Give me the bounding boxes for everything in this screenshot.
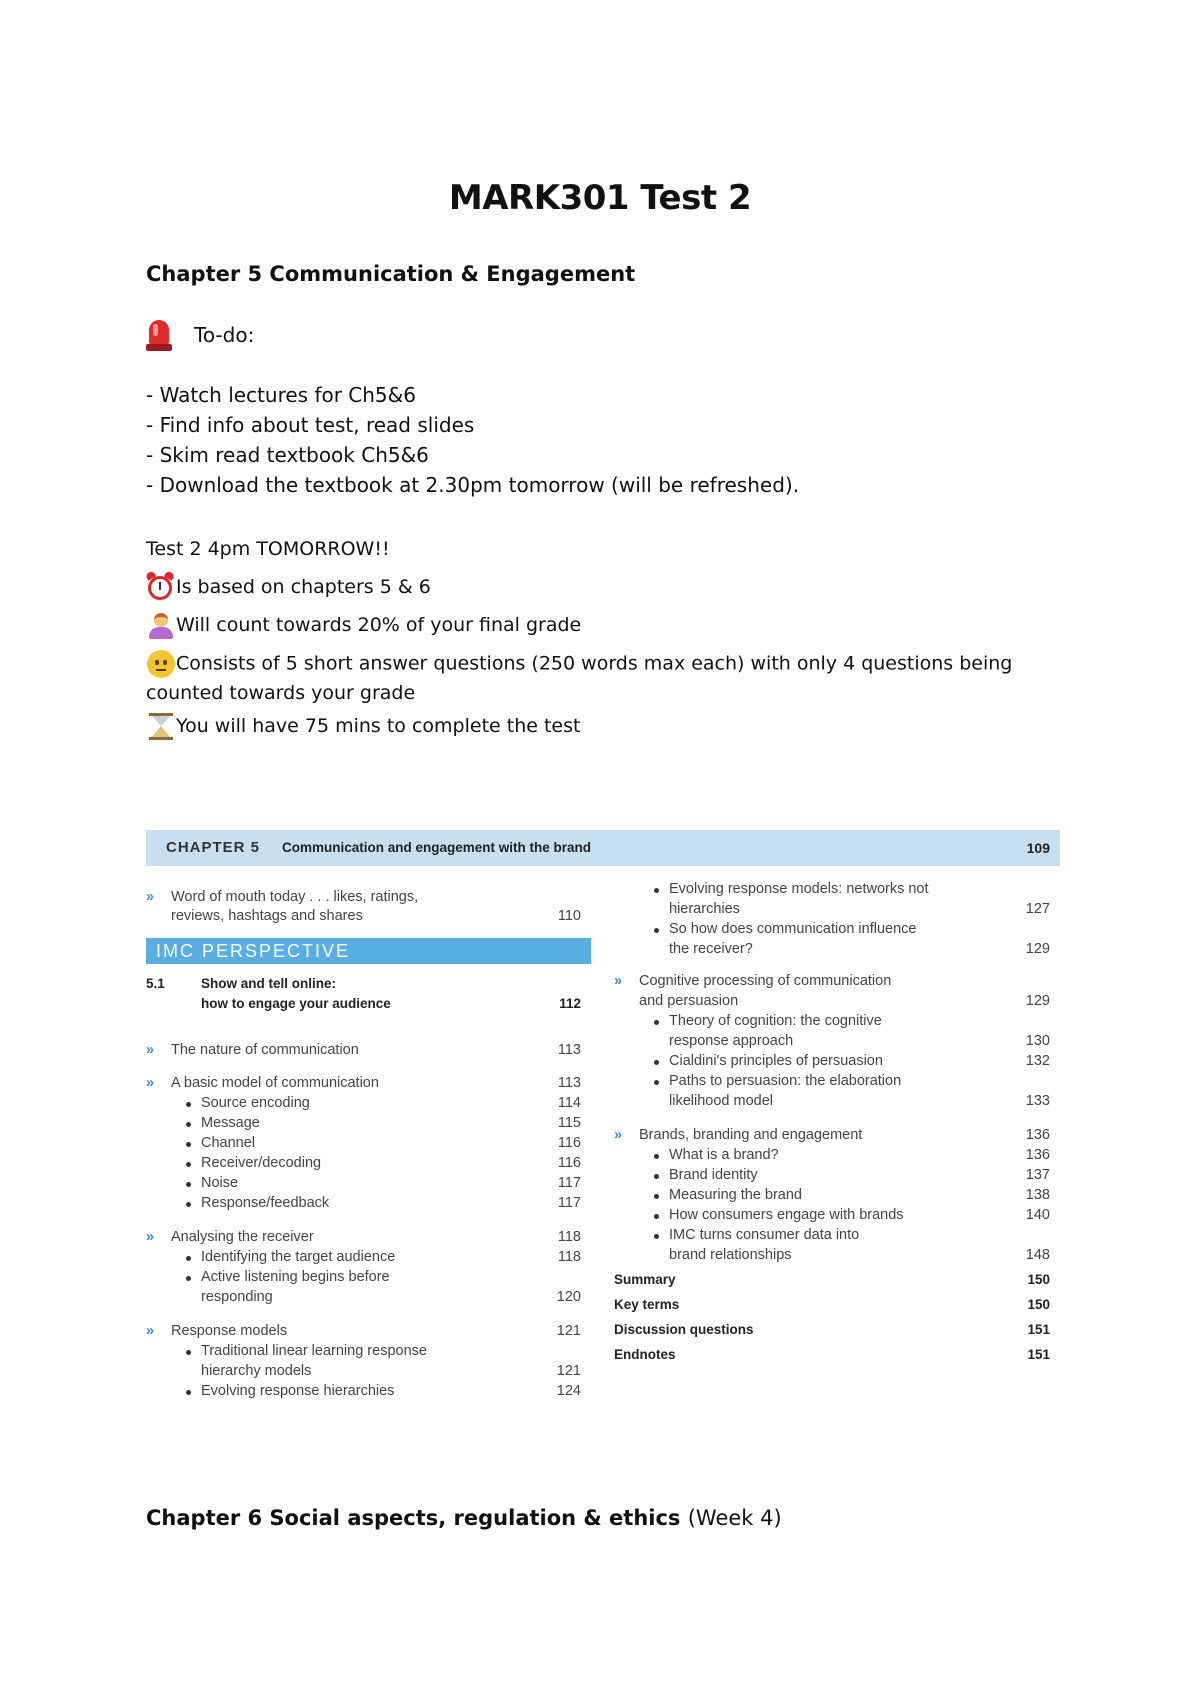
chapter6-heading-text: Chapter 6 Social aspects, regulation & ethics [146, 1506, 681, 1530]
todo-header [146, 318, 254, 352]
todo-item: - Find info about test, read slides [146, 413, 475, 437]
person-shrugging-icon [146, 610, 176, 640]
toc-chapter-title: Communication and engagement with the brand [282, 840, 592, 855]
test-duration-text: You will have 75 mins to complete the test [176, 715, 581, 737]
hourglass-icon [146, 711, 176, 741]
chapter6-week: (Week 4) [687, 1506, 782, 1530]
toc-summary: Summary 150 [614, 1272, 1050, 1287]
test-based-on-text: Is based on chapters 5 & 6 [176, 576, 431, 598]
test-format [146, 649, 1046, 707]
todo-label: To-do: [194, 323, 255, 347]
test-info [146, 530, 1046, 745]
todo-list [146, 380, 799, 500]
toc-chapter-page: 109 [1026, 840, 1050, 856]
siren-icon [146, 318, 172, 352]
toc-chapter-label: CHAPTER 5 [166, 839, 261, 856]
toc-image: CHAPTER 5 Communication and engagement with the brand 109 » Word of mouth today . . . likes, ratings, reviews, hashtags and shares 110 IMC PERSPECTIVE 5.1 Show and tell online: how to engage your audience 112 » The nature of communication 113 » A basic model of communication 113 Source encoding 114 Message 115 Channel 116 Receiver/decoding 116 Noise 117 Response/feedback 117 » Analysing the receiver 118 Identifying the target audience 118 Active listening begins before responding 120 » Response models 121 Traditional linear learning response hierarchy models 121 Evolving response hierarchies 124 Evolving response models: networks not hierarchies 127 So how does communication influence the receiver? 129 » Cognitive processing of communication and persuasion 129 Theory of cognition: the cognitive response approach 130 Cialdini's principles of persuasion 132 Paths to persuasion: the elaboration likelihood model 133 » Brands, branding and engagement 136 What is a brand? 136 Brand identity 137 Measuring the brand 138 How consumers engage with brands 140 IMC turns consumer data into brand relationships 148 Summary 150 Key terms 150 Discussion questions 151 Endnotes 151 [146, 830, 1060, 1390]
test-format-text: Consists of 5 short answer questions (250 words max each) with only 4 questions being counted towards your grade [146, 652, 1013, 704]
toc-endnotes: Endnotes 151 [614, 1347, 1050, 1362]
test-duration [146, 707, 1046, 745]
toc-discussion: Discussion questions 151 [614, 1322, 1050, 1337]
imc-perspective-bar: IMC PERSPECTIVE [146, 938, 591, 964]
alarm-clock-icon [146, 572, 176, 602]
chapter6-heading [146, 1506, 782, 1530]
toc-header [146, 830, 1060, 866]
toc-key-terms: Key terms 150 [614, 1297, 1050, 1312]
document-title: MARK301 Test 2 [448, 178, 752, 218]
worried-face-icon [146, 649, 176, 679]
todo-item: - Download the textbook at 2.30pm tomorrow (will be refreshed). [146, 473, 800, 497]
todo-item: - Skim read textbook Ch5&6 [146, 443, 429, 467]
test-based-on [146, 568, 1046, 606]
todo-item: - Watch lectures for Ch5&6 [146, 383, 416, 407]
test-headline: Test 2 4pm TOMORROW!! [146, 538, 390, 560]
test-weight-text: Will count towards 20% of your final grade [176, 614, 582, 636]
chapter5-heading: Chapter 5 Communication & Engagement [146, 262, 636, 286]
test-weight [146, 606, 1046, 644]
